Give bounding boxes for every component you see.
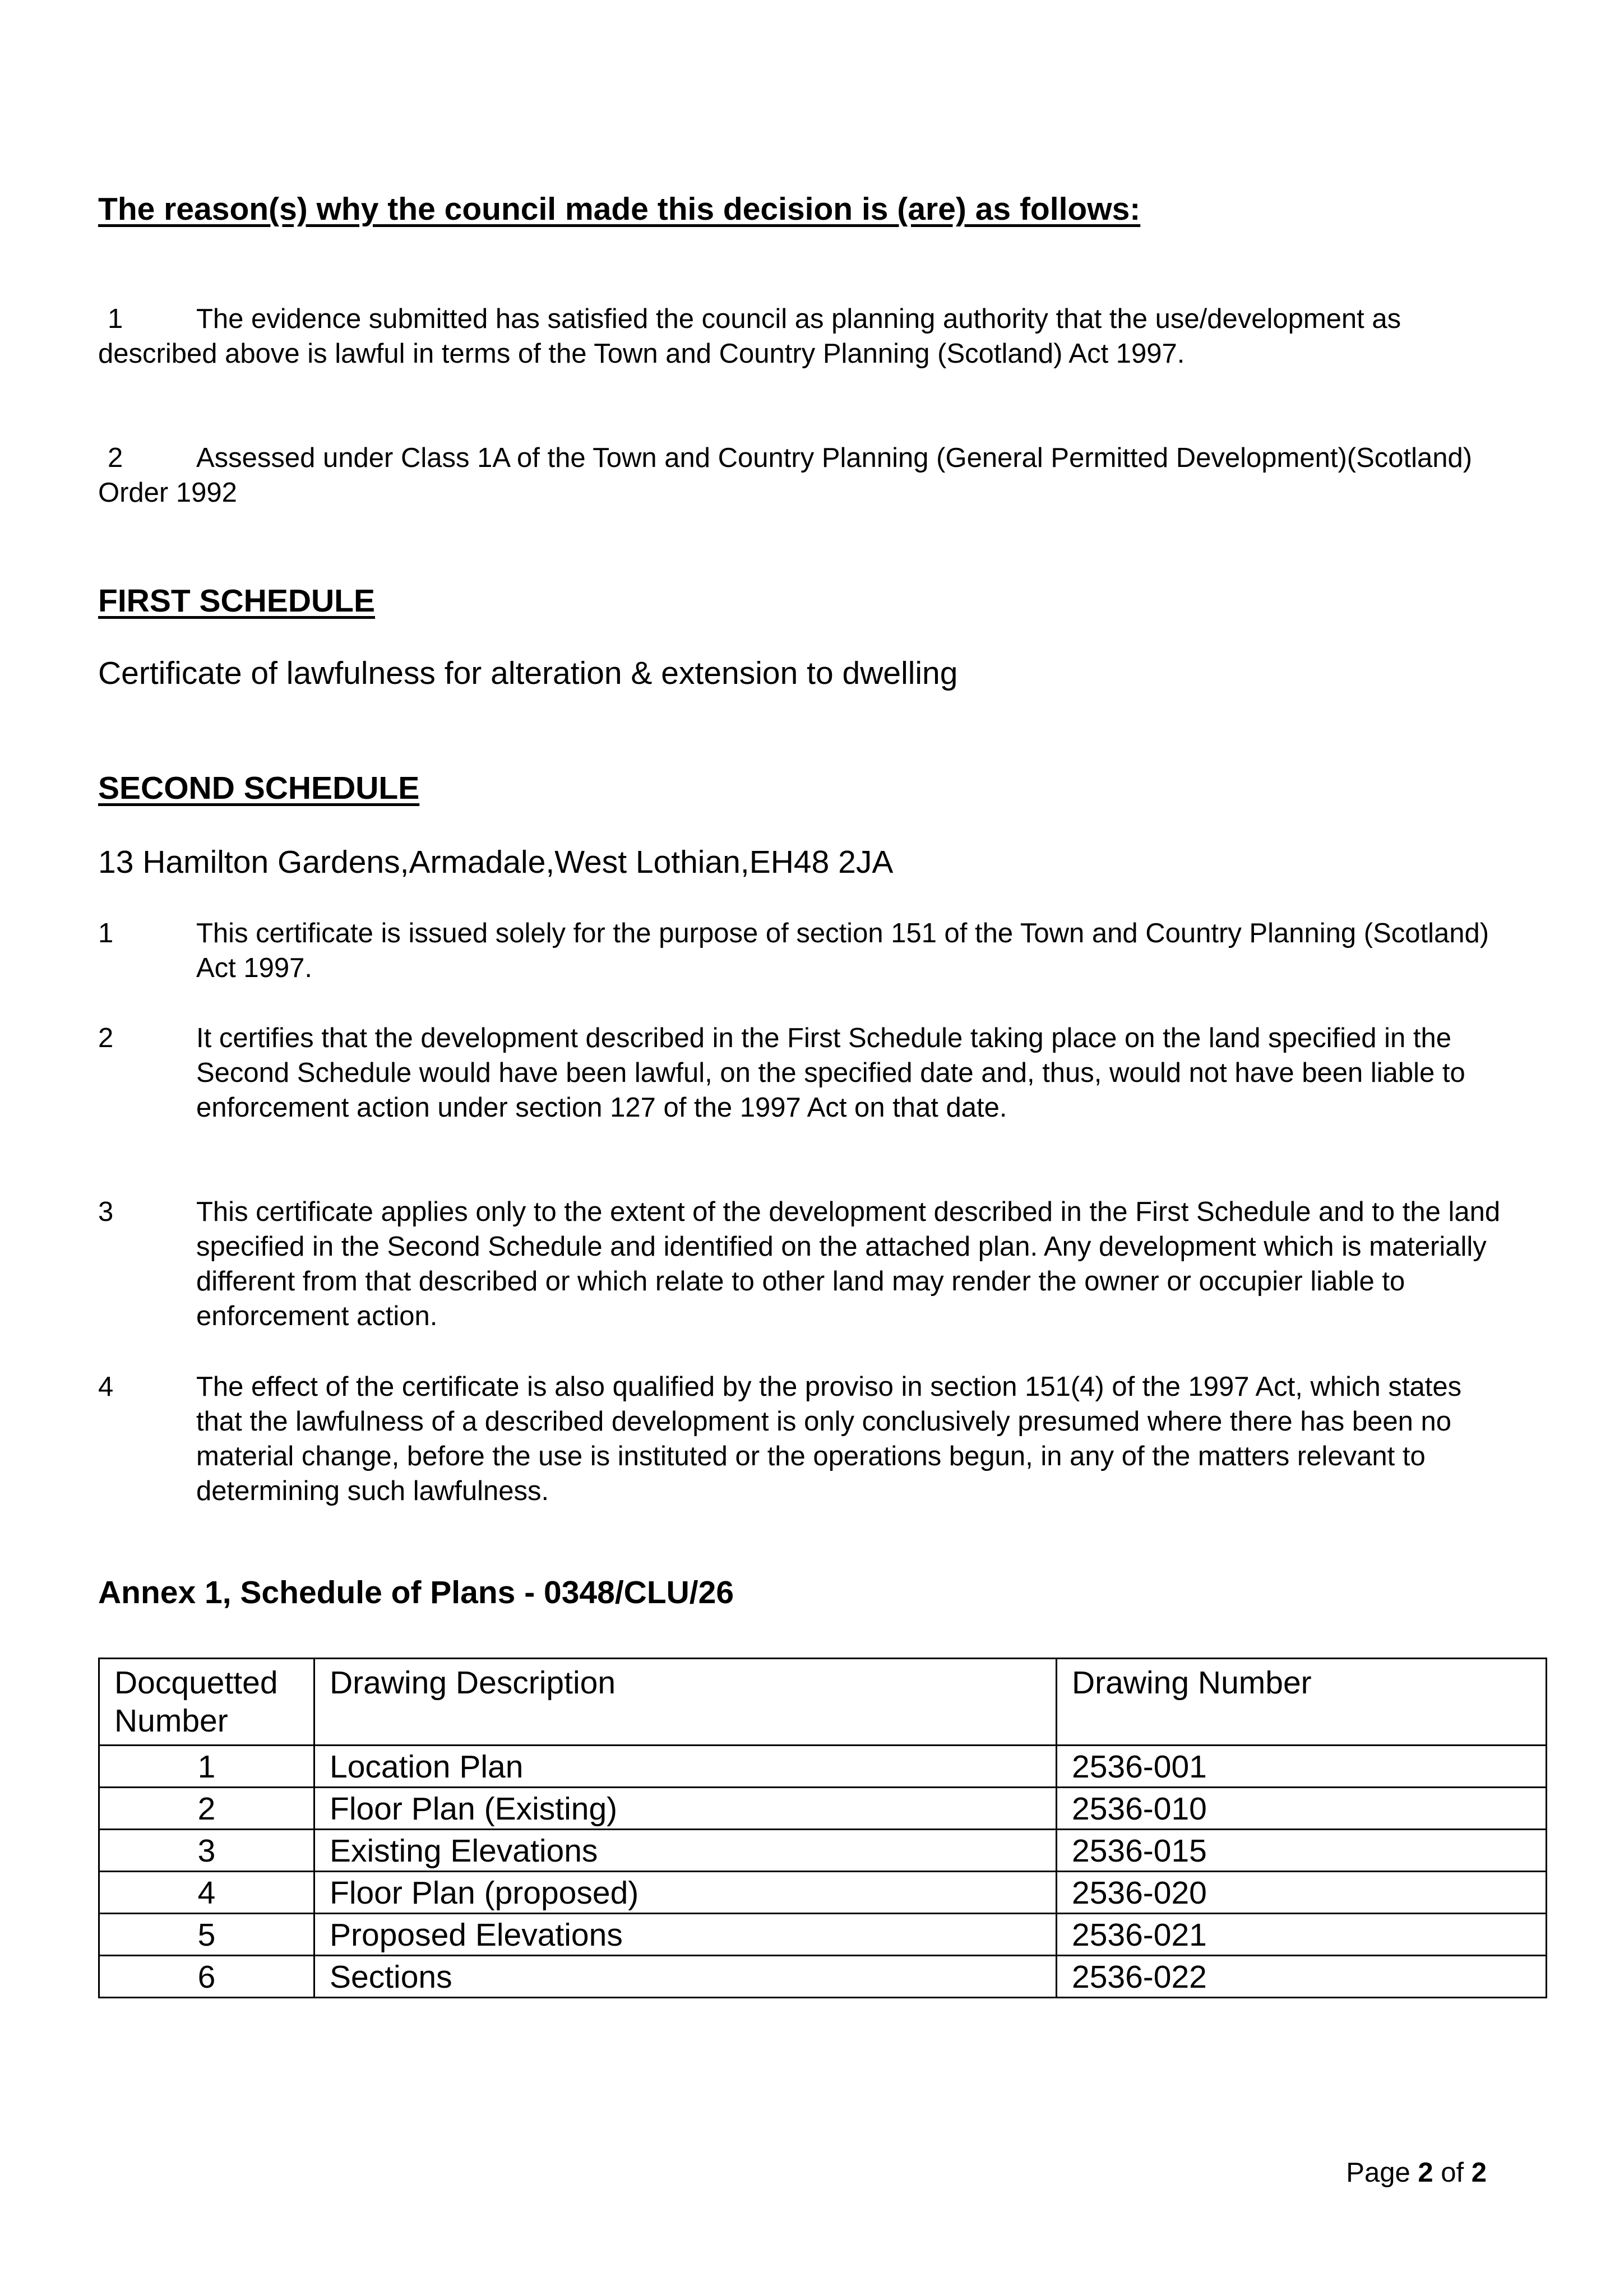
docquetted-number-cell: 6	[99, 1956, 314, 1998]
column-header-drawing-description: Drawing Description	[314, 1659, 1057, 1746]
table-row	[99, 1872, 1547, 1914]
reason-number: 1	[108, 304, 123, 334]
drawing-description-cell: Location Plan	[314, 1746, 1057, 1788]
drawing-description-cell: Existing Elevations	[314, 1830, 1057, 1872]
drawing-description-cell: Floor Plan (proposed)	[314, 1872, 1057, 1914]
drawing-number-cell: 2536-021	[1057, 1914, 1547, 1956]
note-number: 4	[98, 1372, 114, 1402]
reason-item	[98, 441, 1500, 510]
certificate-note	[98, 916, 1511, 985]
reason-text: The evidence submitted has satisfied the council as planning authority that the use/development as described above is lawful in terms of the Town and Country Planning (Scotland) Act 1997.	[98, 304, 1401, 369]
table-row	[99, 1788, 1547, 1830]
note-text: This certificate is issued solely for the purpose of section 151 of the Town and Country Planning (Scotland) Act 1997.	[196, 918, 1489, 983]
note-number: 3	[98, 1197, 114, 1227]
docquetted-number-cell: 1	[99, 1746, 314, 1788]
table-row	[99, 1746, 1547, 1788]
drawing-number-cell: 2536-001	[1057, 1746, 1547, 1788]
note-text: It certifies that the development described in the First Schedule taking place on the land specified in the Second Schedule would have been lawful, on the specified date and, thus, would not have been liable to enforcement action under section 127 of the 1997 Act on that date.	[196, 1023, 1465, 1123]
first-schedule-heading: FIRST SCHEDULE	[98, 583, 376, 619]
schedule-of-plans-table	[98, 1658, 1547, 1998]
docquetted-number-cell: 2	[99, 1788, 314, 1830]
total-pages: 2	[1471, 2158, 1487, 2188]
table-row	[99, 1830, 1547, 1872]
drawing-description-cell: Sections	[314, 1956, 1057, 1998]
column-header-docquetted-number: Docquetted Number	[99, 1659, 314, 1746]
reason-item	[98, 302, 1500, 371]
drawing-description-cell: Floor Plan (Existing)	[314, 1788, 1057, 1830]
certificate-note	[98, 1369, 1511, 1508]
docquetted-number-cell: 3	[99, 1830, 314, 1872]
page-of-label: of	[1441, 2158, 1464, 2188]
reason-text: Assessed under Class 1A of the Town and Country Planning (General Permitted Development)(Scotland) Order 1992	[98, 443, 1473, 508]
drawing-number-cell: 2536-022	[1057, 1956, 1547, 1998]
note-text: This certificate applies only to the extent of the development described in the First Schedule and to the land specified in the Second Schedule and identified on the attached plan. Any development which is materially different from that described or which relate to other land may render the owner or occupier liable to enforcement action.	[196, 1197, 1501, 1331]
page-label: Page	[1346, 2158, 1410, 2188]
certificate-note	[98, 1195, 1511, 1334]
note-text: The effect of the certificate is also qualified by the proviso in section 151(4) of the 1997 Act, which states that the lawfulness of a described development is only conclusively presumed where there has been no material change, before the use is instituted or the operations begun, in any of the matters relevant to determining such lawfulness.	[196, 1372, 1462, 1506]
drawing-number-cell: 2536-010	[1057, 1788, 1547, 1830]
note-number: 1	[98, 918, 114, 948]
current-page: 2	[1418, 2158, 1433, 2188]
table-row	[99, 1956, 1547, 1998]
second-schedule-heading: SECOND SCHEDULE	[98, 770, 420, 806]
docquetted-number-cell: 4	[99, 1872, 314, 1914]
note-number: 2	[98, 1023, 114, 1053]
second-schedule-text: 13 Hamilton Gardens,Armadale,West Lothian,EH48 2JA	[98, 844, 894, 880]
annex-heading: Annex 1, Schedule of Plans - 0348/CLU/26	[98, 1575, 734, 1610]
certificate-note	[98, 1021, 1511, 1125]
column-header-drawing-number: Drawing Number	[1057, 1659, 1547, 1746]
docquetted-number-cell: 5	[99, 1914, 314, 1956]
drawing-number-cell: 2536-020	[1057, 1872, 1547, 1914]
reason-number: 2	[108, 443, 123, 473]
table-header-row	[99, 1659, 1547, 1746]
drawing-description-cell: Proposed Elevations	[314, 1914, 1057, 1956]
first-schedule-text: Certificate of lawfulness for alteration & extension to dwelling	[98, 655, 958, 691]
drawing-number-cell: 2536-015	[1057, 1830, 1547, 1872]
reasons-heading: The reason(s) why the council made this decision is (are) as follows:	[98, 191, 1141, 227]
page-number	[1346, 2159, 1487, 2187]
table-row	[99, 1914, 1547, 1956]
